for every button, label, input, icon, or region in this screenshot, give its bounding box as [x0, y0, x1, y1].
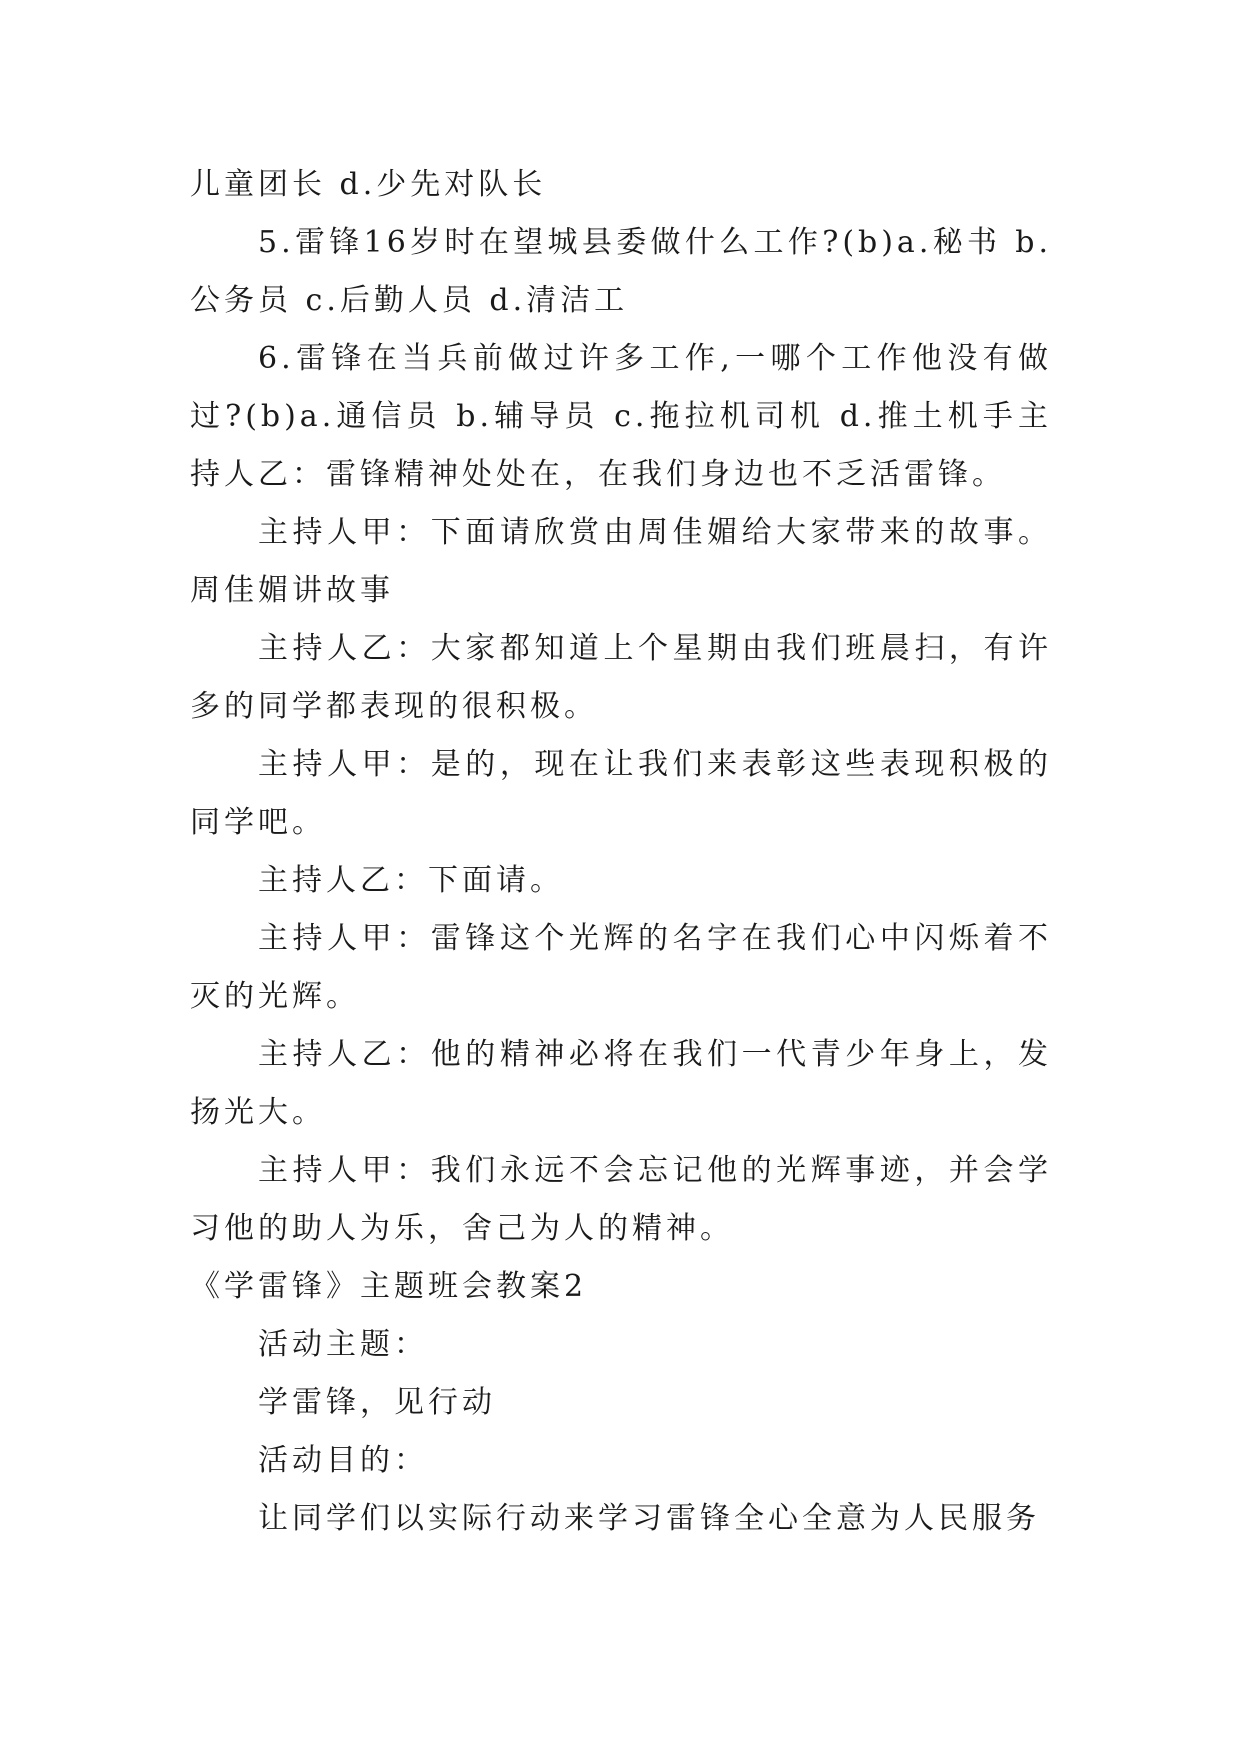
paragraph-host-b-cleaning: 主持人乙：大家都知道上个星期由我们班晨扫，有许多的同学都表现的很积极。 — [190, 631, 1052, 724]
paragraph-activity-goal-label: 活动目的： — [258, 1443, 428, 1478]
paragraph-host-a-remember: 主持人甲：我们永远不会忘记他的光辉事迹，并会学习他的助人为乐，舍己为人的精神。 — [190, 1153, 1052, 1246]
paragraph-host-b-spirit: 主持人乙：他的精神必将在我们一代青少年身上，发扬光大。 — [190, 1037, 1052, 1130]
paragraph-question-6: 6.雷锋在当兵前做过许多工作,一哪个工作他没有做过?(b)a.通信员 b.辅导员 c.拖拉机司机 d.推土机手主持人乙：雷锋精神处处在，在我们身边也不乏活雷锋。 — [190, 341, 1052, 492]
paragraph-continued-options: 儿童团长 d.少先对队长 — [190, 167, 547, 202]
paragraph-activity-goal: 让同学们以实际行动来学习雷锋全心全意为人民服务 — [258, 1501, 1040, 1536]
paragraph-host-a-glory: 主持人甲：雷锋这个光辉的名字在我们心中闪烁着不灭的光辉。 — [190, 921, 1052, 1014]
section-title: 《学雷锋》主题班会教案2 — [190, 1269, 588, 1304]
paragraph-question-5: 5.雷锋16岁时在望城县委做什么工作?(b)a.秘书 b.公务员 c.后勤人员 d.清洁工 — [190, 225, 1052, 318]
paragraph-activity-theme-label: 活动主题： — [258, 1327, 428, 1362]
document-body — [190, 156, 1052, 1548]
paragraph-host-a-story: 主持人甲：下面请欣赏由周佳媚给大家带来的故事。周佳媚讲故事 — [190, 515, 1052, 608]
paragraph-activity-theme: 学雷锋，见行动 — [258, 1385, 496, 1420]
paragraph-host-b-invite: 主持人乙：下面请。 — [258, 863, 564, 898]
paragraph-host-a-commend: 主持人甲：是的，现在让我们来表彰这些表现积极的同学吧。 — [190, 747, 1052, 840]
